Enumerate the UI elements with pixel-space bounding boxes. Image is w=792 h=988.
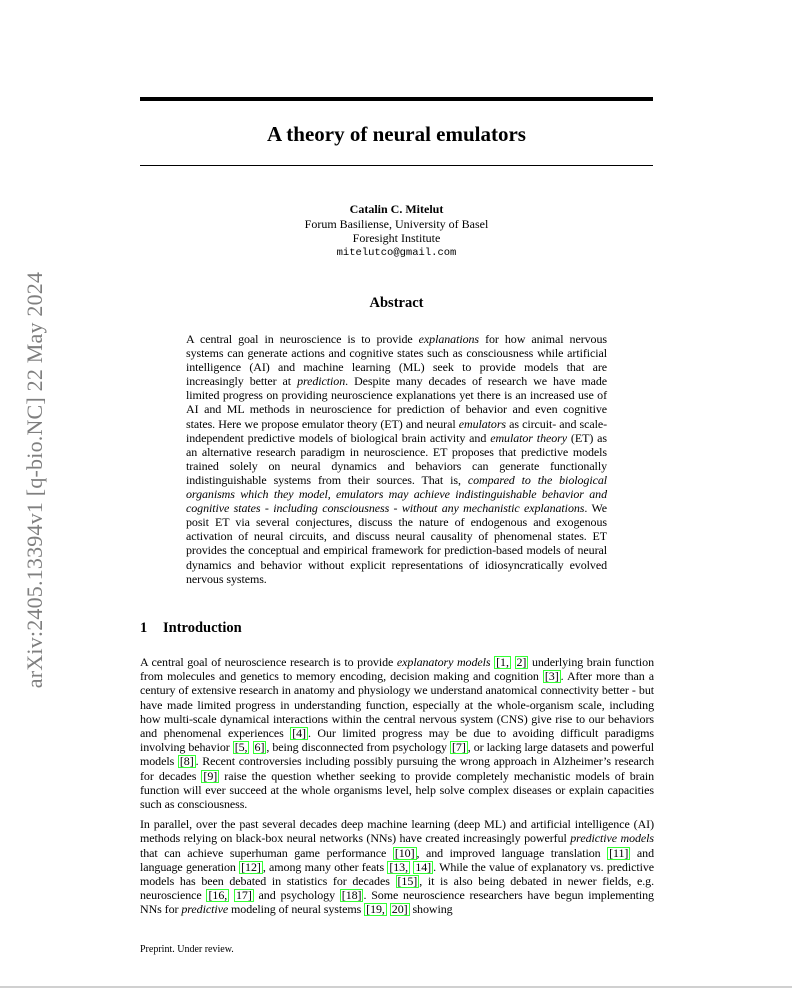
author-email: mitelutco@gmail.com [336, 246, 457, 259]
citation-2[interactable]: 2] [516, 655, 527, 669]
citation-7[interactable]: [7] [452, 740, 466, 755]
p2-a: In parallel, over the past several decades deep machine learning (deep ML) and artificial intelligence (AI) methods relying on black-box neural networks (NNs) have created increasingly powerful [140, 817, 654, 846]
p2-h: and psychology [253, 888, 340, 903]
introduction-body [140, 655, 654, 923]
p1-e: , being disconnected from psychology [266, 740, 450, 755]
arxiv-identifier-text: arXiv:2405.13394v1 [q-bio.NC] 22 May 2024 [22, 271, 48, 689]
abstract-t6: . We posit ET via several conjectures, discuss the nature of endogenous and exogenous activation of neural circuits, and discuss neural causality of phenomenal states. ET provides the conceptual and empirical framework for prediction-based models of neural dynamics and behavior without explicit representations of idiosyncratically evolved nervous systems. [186, 501, 608, 586]
citation-8[interactable]: [8] [179, 754, 194, 769]
citation-20[interactable]: 20] [391, 902, 408, 917]
citation-17[interactable]: 17] [235, 888, 252, 903]
title-rule-bottom [140, 165, 653, 166]
citation-4[interactable]: [4] [292, 726, 306, 741]
citation-16[interactable]: [16, [208, 888, 228, 903]
citation-19[interactable]: [19, [366, 902, 385, 917]
section-heading-introduction [140, 620, 242, 637]
p2-i-em: predictive [181, 902, 229, 917]
citation-3[interactable]: [3] [544, 669, 559, 684]
p2-b: that can achieve superhuman game performance [140, 845, 393, 860]
intro-paragraph-2 [140, 817, 654, 916]
abstract-t5-em: compared to the biological organisms which they model, emulators may achieve indistinguishable behavior and cognitive states - including consciousness - without any mechanistic explanations [186, 472, 608, 516]
abstract-t4: as circuit- and scale-independent predictive models of biological brain activity and [186, 416, 608, 445]
section-number: 1 [140, 620, 148, 636]
author-affiliation-2: Foresight Institute [352, 231, 441, 245]
abstract-heading: Abstract [369, 295, 424, 311]
p1-a-em: explanatory models [396, 655, 491, 669]
citation-9[interactable]: [9] [203, 768, 218, 783]
abstract-t1: A central goal in neuroscience is to provide [186, 332, 419, 346]
abstract-t2-em: prediction [297, 374, 346, 389]
citation-13[interactable]: [13, [389, 859, 409, 874]
citation-14[interactable]: 14] [415, 859, 432, 874]
intro-paragraph-1 [140, 655, 654, 811]
p1-h: raise the question whether seeking to provide completely mechanistic models of brain function will ever succeed at the whole organisms level, help solve complex diseases or explain capacities such as consciousness. [140, 768, 654, 812]
p1-g: . Recent controversies including possibly pursuing the wrong approach in Alzheimer’s research for decades [140, 754, 654, 783]
abstract-t5: (ET) as an alternative research paradigm in neuroscience. ET proposes that predictive models trained solely on neural dynamics and behaviors can generate functionally indistinguishable systems from their sources. That is, [186, 430, 608, 487]
p2-e: , among many other feats [262, 859, 388, 874]
citation-10[interactable]: [10] [394, 845, 415, 860]
author-name: Catalin C. Mitelut [349, 202, 444, 216]
section-title: Introduction [163, 620, 242, 636]
citation-6[interactable]: 6] [254, 740, 265, 755]
p2-d: and language generation [140, 845, 655, 874]
arxiv-identifier [15, 245, 55, 715]
p1-d: . Our limited progress may be due to avoiding difficult paradigms involving behavior [140, 726, 654, 755]
citation-15[interactable]: [15] [397, 874, 418, 889]
title-rule-top [140, 97, 653, 101]
p1-f: , or lacking large datasets and powerful models [140, 740, 655, 769]
footer-note: Preprint. Under review. [140, 944, 234, 955]
author-block [140, 202, 653, 260]
p2-a-em: predictive models [570, 831, 655, 846]
citation-18[interactable]: [18] [341, 888, 362, 903]
p1-b: underlying brain function from molecules and genetics to memory encoding, decision making and cognition [140, 655, 655, 684]
p2-g: , it is also being debated in newer fields, e.g. neuroscience [140, 874, 654, 903]
p2-c: , and improved language translation [416, 845, 608, 860]
p1-a: A central goal of neuroscience research is to provide [140, 655, 397, 669]
citation-5[interactable]: [5, [234, 740, 248, 755]
abstract-t3-em: emulators [458, 416, 507, 431]
p2-j: modeling of neural systems [228, 902, 365, 917]
citation-1[interactable]: [1, [496, 655, 509, 669]
abstract-t2: for how animal nervous systems can generate actions and cognitive states such as consciousness while artificial intelligence (AI) and machine learning (ML) seek to provide models that are increasingly better at [186, 332, 607, 389]
p2-i: . Some neuroscience researchers have begun implementing NNs for [140, 888, 654, 917]
citation-11[interactable]: [11] [609, 845, 629, 860]
abstract-t3: . Despite many decades of research we have made limited progress on providing neuroscience explanations yet there is an increased use of AI and ML methods in neuroscience for prediction of behavior and even cognitive states. Here we propose emulator theory (ET) and neural [186, 374, 607, 431]
paper-title: A theory of neural emulators [267, 122, 526, 146]
abstract-text [186, 332, 607, 586]
citation-12[interactable]: [12] [241, 859, 261, 874]
abstract-t1-em: explanations [418, 332, 480, 346]
p1-c: . After more than a century of extensive research in anatomy and physiology we understand anatomical connectivity better - but have made limited progress in understanding function, especially at the whole-organism scale, including how multi-scale dynamical interactions within the central nervous system (CNS) give rise to our behaviors and phenomenal experiences [140, 669, 654, 741]
p2-f: . While the value of explanatory vs. predictive models has been debated in statistics for decades [140, 859, 655, 889]
author-affiliation-1: Forum Basiliense, University of Basel [304, 216, 489, 231]
abstract-t4-em: emulator theory [490, 430, 567, 445]
p2-k: showing [409, 902, 453, 917]
